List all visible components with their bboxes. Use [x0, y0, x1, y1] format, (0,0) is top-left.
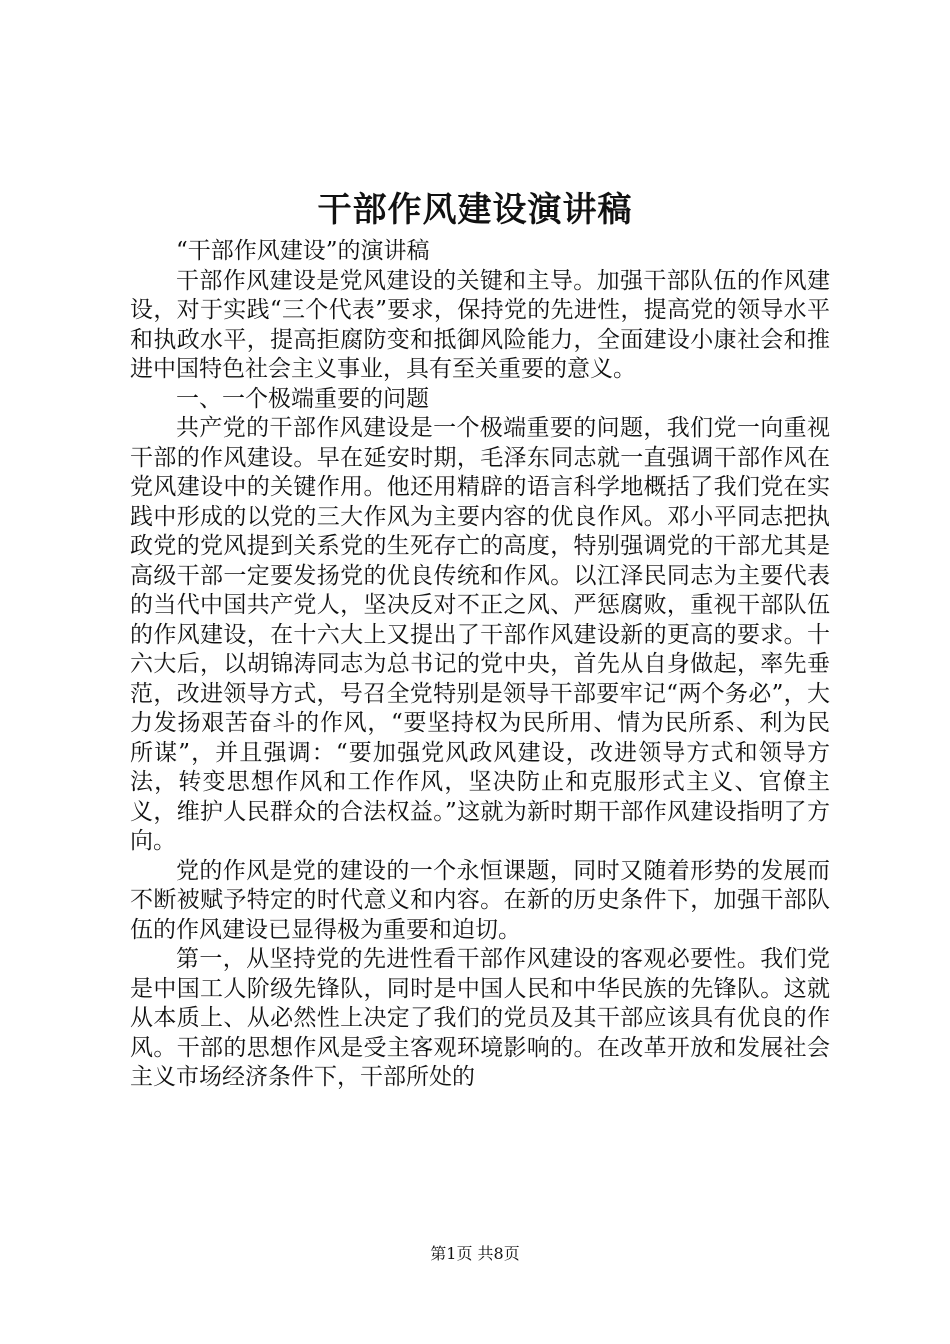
page-number: 第1页 共8页 — [430, 1244, 520, 1263]
document-body — [130, 237, 830, 1093]
paragraph-first-point: 第一，从坚持党的先进性看干部作风建设的客观必要性。我们党是中国工人阶级先锋队，同时是中国人民和中华民族的先锋队。这就从本质上、从必然性上决定了我们的党员及其干部应该具有优良的作风。干部的思想作风是受主客观环境影响的。在改革开放和发展社会主义市场经济条件下，干部所处的 — [130, 946, 830, 1090]
section-heading: 一、一个极端重要的问题 — [176, 385, 429, 412]
paragraph-intro: 干部作风建设是党风建设的关键和主导。加强干部队伍的作风建设，对于实践“三个代表”要求，保持党的先进性，提高党的领导水平和执政水平，提高拒腐防变和抵御风险能力，全面建设小康社会和推进中国特色社会主义事业，具有至关重要的意义。 — [130, 267, 830, 382]
paragraph-subtitle: “干部作风建设”的演讲稿 — [176, 238, 430, 264]
paragraph-history: 共产党的干部作风建设是一个极端重要的问题，我们党一向重视干部的作风建设。早在延安时期，毛泽东同志就一直强调干部作风在党风建设中的关键作用。他还用精辟的语言科学地概括了我们党在实践中形成的以党的三大作风为主要内容的优良作风。邓小平同志把执政党的党风提到关系党的生死存亡的高度，特别强调党的干部尤其是高级干部一定要发扬党的优良传统和作风。以江泽民同志为主要代表的当代中国共产党人，坚决反对不正之风、严惩腐败，重视干部队伍的作风建设，在十六大上又提出了干部作风建设新的更高的要求。十六大后，以胡锦涛同志为总书记的党中央，首先从自身做起，率先垂范，改进领导方式，号召全党特别是领导干部要牢记“两个务必”，大力发扬艰苦奋斗的作风，“要坚持权为民所用、情为民所系、利为民所谋”，并且强调：“要加强党风政风建设，改进领导方式和领导方法，转变思想作风和工作作风，坚决防止和克服形式主义、官僚主义，维护人民群众的合法权益。”这就为新时期干部作风建设指明了方向。 — [130, 415, 830, 854]
paragraph-eternal-topic: 党的作风是党的建设的一个永恒课题，同时又随着形势的发展而不断被赋予特定的时代意义和内容。在新的历史条件下，加强干部队伍的作风建设已显得极为重要和迫切。 — [130, 857, 830, 943]
document-title: 干部作风建设演讲稿 — [317, 190, 633, 230]
